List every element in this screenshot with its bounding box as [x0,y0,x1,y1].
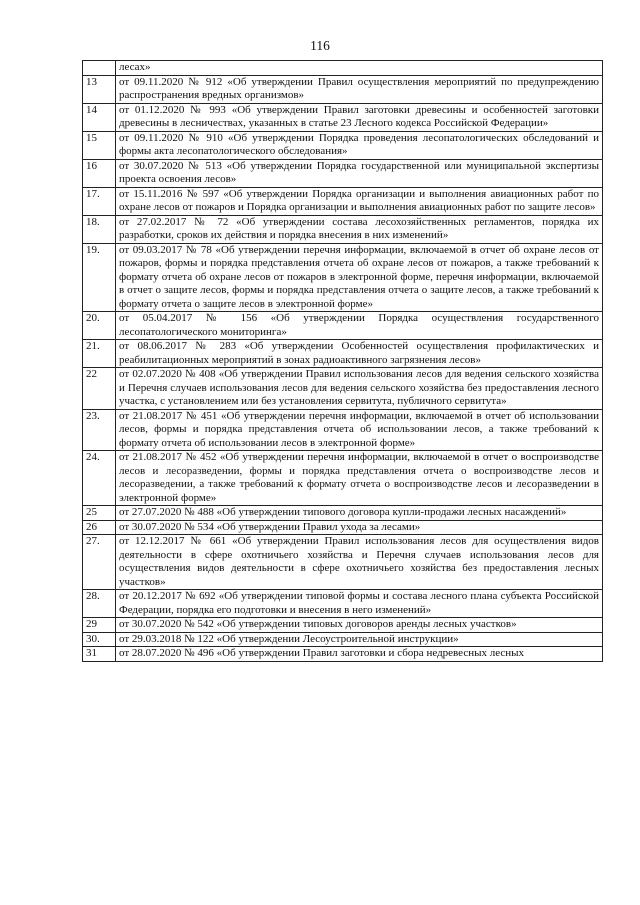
row-number: 15 [83,131,116,159]
row-text: от 09.11.2020 № 912 «Об утверждении Правил осуществления мероприятий по предупреждению распространения вредных организмов» [116,75,603,103]
regulations-table-body [83,61,603,662]
table-row [83,312,603,340]
table-row [83,340,603,368]
table-row [83,409,603,451]
row-text: от 28.07.2020 № 496 «Об утверждении Правил заготовки и сбора недревесных лесных [116,647,603,662]
row-text: от 21.08.2017 № 451 «Об утверждении перечня информации, включаемой в отчет об использовании лесов, формы и порядка представления отчета об использовании лесов, а также требований к формату отчета об использовании лесов в электронной форме» [116,409,603,451]
row-number: 25 [83,506,116,521]
row-text: от 05.04.2017 № 156 «Об утверждении Порядка осуществления государственного лесопатологического мониторинга» [116,312,603,340]
row-number: 13 [83,75,116,103]
row-number: 31 [83,647,116,662]
table-row [83,61,603,76]
row-text: от 01.12.2020 № 993 «Об утверждении Правил заготовки древесины и особенностей заготовки древесины в лесничествах, указанных в статье 23 Лесного кодекса Российской Федерации» [116,103,603,131]
row-number: 19. [83,243,116,312]
row-text: от 29.03.2018 № 122 «Об утверждении Лесоустроительной инструкции» [116,632,603,647]
row-text: от 21.08.2017 № 452 «Об утверждении перечня информации, включаемой в отчет о воспроизводстве лесов и лесоразведении, формы и порядка представления отчета о воспроизводстве лесов и лесоразведении, а также требований к формату отчета о воспроизводстве лесов и лесоразведении в электронной форме» [116,451,603,506]
row-number: 20. [83,312,116,340]
row-number: 28. [83,590,116,618]
row-number: 18. [83,215,116,243]
table-row [83,159,603,187]
page-number: 116 [310,38,330,53]
row-number: 29 [83,618,116,633]
table-row [83,647,603,662]
table-row [83,368,603,410]
row-number [83,61,116,76]
row-text: от 15.11.2016 № 597 «Об утверждении Порядка организации и выполнения авиационных работ по охране лесов от пожаров и Порядка организации и выполнения авиационных работ по защите лесов» [116,187,603,215]
row-number: 16 [83,159,116,187]
row-text: от 30.07.2020 № 513 «Об утверждении Порядка государственной или муниципальной экспертизы проекта освоения лесов» [116,159,603,187]
row-number: 24. [83,451,116,506]
row-number: 21. [83,340,116,368]
row-text: от 20.12.2017 № 692 «Об утверждении типовой формы и состава лесного плана субъекта Российской Федерации, порядка его подготовки и внесения в него изменений» [116,590,603,618]
table-row [83,632,603,647]
row-text: от 27.07.2020 № 488 «Об утверждении типового договора купли-продажи лесных насаждений» [116,506,603,521]
row-number: 26 [83,520,116,535]
table-row [83,618,603,633]
row-text: от 30.07.2020 № 542 «Об утверждении типовых договоров аренды лесных участков» [116,618,603,633]
row-text: от 12.12.2017 № 661 «Об утверждении Правил использования лесов для осуществления видов деятельности в сфере охотничьего хозяйства и Перечня случаев использования лесов для осуществления видов деятельности в сфере охотничьего хозяйства без предоставления лесных участков» [116,535,603,590]
table-row [83,506,603,521]
table-row [83,187,603,215]
row-number: 22 [83,368,116,410]
row-text: от 27.02.2017 № 72 «Об утверждении состава лесохозяйственных регламентов, порядка их разработки, сроков их действия и порядка внесения в них изменений» [116,215,603,243]
row-text: от 09.03.2017 № 78 «Об утверждении перечня информации, включаемой в отчет об охране лесов от пожаров, формы и порядка представления отчета об охране лесов от пожаров, а также требований к формату отчета об охране лесов от пожаров в электронной форме, перечня информации, включаемой в отчет о защите лесов, формы и порядка представления отчета о защите лесов, а также требований к формату отчета о защите лесов в электронной форме» [116,243,603,312]
row-number: 17. [83,187,116,215]
table-row [83,535,603,590]
table-row [83,451,603,506]
row-number: 30. [83,632,116,647]
row-text: от 09.11.2020 № 910 «Об утверждении Порядка проведения лесопатологических обследований и формы акта лесопатологического обследования» [116,131,603,159]
table-row [83,215,603,243]
table-row [83,131,603,159]
row-number: 23. [83,409,116,451]
table-row [83,520,603,535]
row-number: 27. [83,535,116,590]
table-row [83,75,603,103]
row-number: 14 [83,103,116,131]
regulations-table [82,60,603,662]
table-row [83,243,603,312]
table-row [83,590,603,618]
row-text: от 02.07.2020 № 408 «Об утверждении Правил использования лесов для ведения сельского хозяйства и Перечня случаев использования лесов для ведения сельского хозяйства без предоставления лесного участка, с установлением или без установления сервитута, публичного сервитута» [116,368,603,410]
row-text: от 30.07.2020 № 534 «Об утверждении Правил ухода за лесами» [116,520,603,535]
table-row [83,103,603,131]
row-text: от 08.06.2017 № 283 «Об утверждении Особенностей осуществления профилактических и реабилитационных мероприятий в зонах радиоактивного загрязнения лесов» [116,340,603,368]
row-text: лесах» [116,61,603,76]
